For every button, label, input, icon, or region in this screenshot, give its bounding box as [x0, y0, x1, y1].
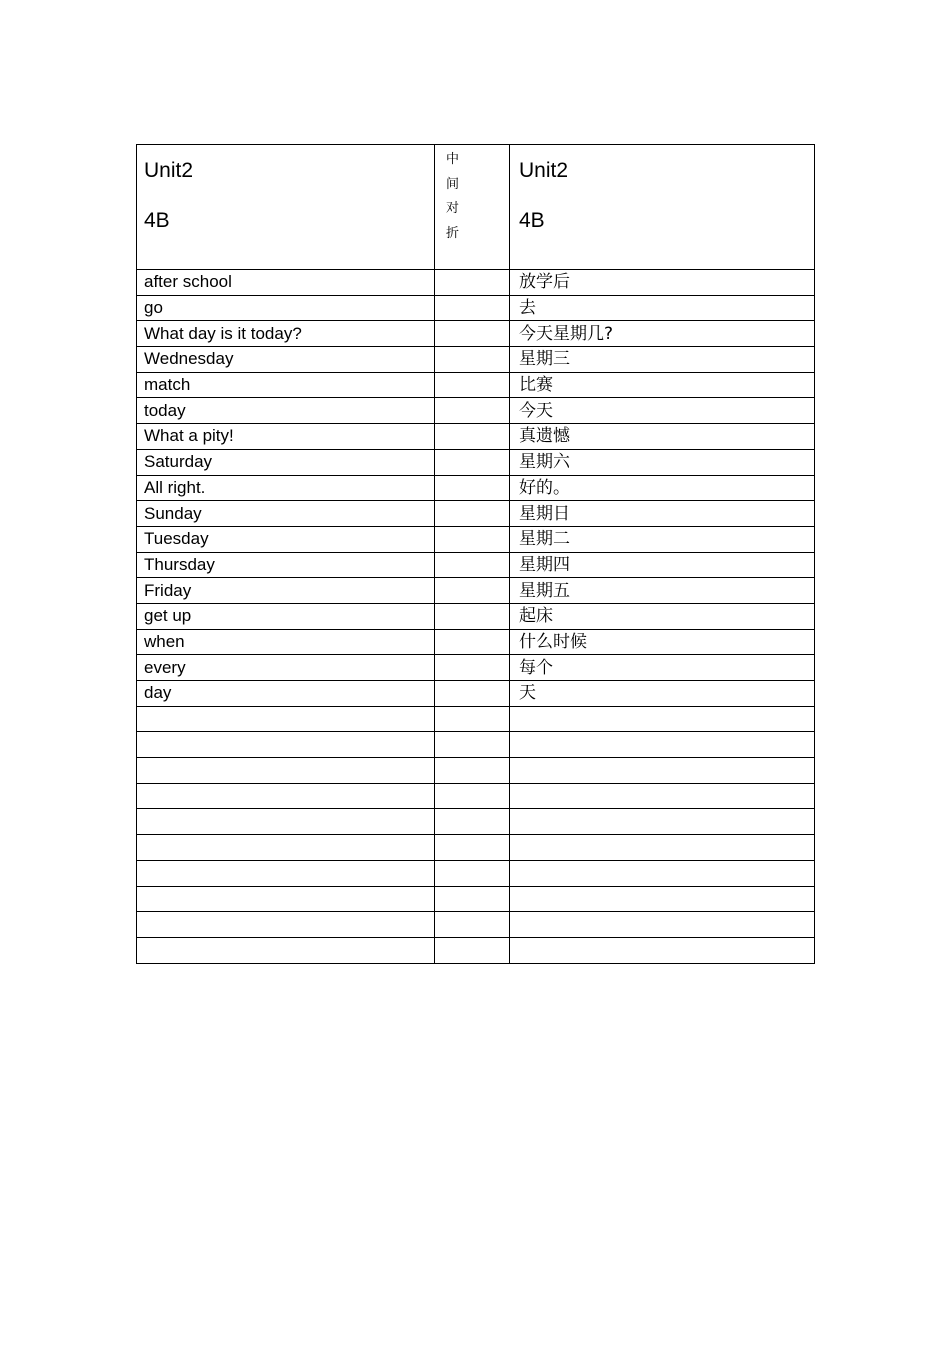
- english-term-cell: Thursday: [137, 552, 435, 578]
- chinese-meaning-cell: [510, 758, 815, 784]
- table-row: [137, 835, 815, 861]
- chinese-meaning-cell: 真遗憾: [510, 424, 815, 450]
- english-term-cell: Wednesday: [137, 347, 435, 373]
- english-term-cell: [137, 783, 435, 809]
- fold-column-cell: [435, 578, 510, 604]
- chinese-meaning-cell: [510, 886, 815, 912]
- english-term-cell: [137, 937, 435, 963]
- table-row: [137, 732, 815, 758]
- table-row: [137, 526, 815, 552]
- chinese-meaning-cell: 放学后: [510, 270, 815, 296]
- table-row: [137, 912, 815, 938]
- chinese-meaning-cell: 星期二: [510, 526, 815, 552]
- chinese-meaning-cell: [510, 706, 815, 732]
- fold-column-cell: [435, 783, 510, 809]
- chinese-meaning-cell: [510, 937, 815, 963]
- english-term-cell: [137, 809, 435, 835]
- chinese-meaning-cell: 起床: [510, 603, 815, 629]
- table-row: [137, 809, 815, 835]
- header-right-grade: 4B: [519, 209, 545, 232]
- fold-column-cell: [435, 706, 510, 732]
- english-term-cell: What day is it today?: [137, 321, 435, 347]
- english-term-cell: [137, 706, 435, 732]
- table-row: [137, 321, 815, 347]
- table-row: [137, 475, 815, 501]
- english-term-cell: [137, 732, 435, 758]
- fold-label-char: 中: [446, 152, 460, 167]
- header-left-cell: [137, 145, 435, 270]
- fold-column-cell: [435, 526, 510, 552]
- fold-column-cell: [435, 937, 510, 963]
- chinese-meaning-cell: [510, 732, 815, 758]
- chinese-meaning-cell: 星期三: [510, 347, 815, 373]
- header-row: [137, 145, 815, 270]
- english-term-cell: go: [137, 295, 435, 321]
- fold-column-cell: [435, 347, 510, 373]
- english-term-cell: Friday: [137, 578, 435, 604]
- english-term-cell: today: [137, 398, 435, 424]
- chinese-meaning-cell: [510, 783, 815, 809]
- english-term-cell: All right.: [137, 475, 435, 501]
- english-term-cell: [137, 860, 435, 886]
- table-row: [137, 270, 815, 296]
- english-term-cell: Sunday: [137, 501, 435, 527]
- fold-column-cell: [435, 809, 510, 835]
- header-left-unit: Unit2: [144, 159, 194, 182]
- fold-column-cell: [435, 732, 510, 758]
- english-term-cell: Saturday: [137, 449, 435, 475]
- fold-column-cell: [435, 860, 510, 886]
- chinese-meaning-cell: [510, 809, 815, 835]
- table-row: [137, 552, 815, 578]
- fold-column-cell: [435, 295, 510, 321]
- vocabulary-table-body: [137, 145, 815, 964]
- fold-column-cell: [435, 655, 510, 681]
- table-row: [137, 295, 815, 321]
- chinese-meaning-cell: 星期五: [510, 578, 815, 604]
- header-right-cell: [510, 145, 815, 270]
- english-term-cell: Tuesday: [137, 526, 435, 552]
- chinese-meaning-cell: 星期日: [510, 501, 815, 527]
- chinese-meaning-cell: 每个: [510, 655, 815, 681]
- table-row: [137, 603, 815, 629]
- chinese-meaning-cell: 星期六: [510, 449, 815, 475]
- chinese-meaning-cell: 什么时候: [510, 629, 815, 655]
- fold-column-cell: [435, 886, 510, 912]
- english-term-cell: get up: [137, 603, 435, 629]
- chinese-meaning-cell: 好的。: [510, 475, 815, 501]
- fold-column-cell: [435, 552, 510, 578]
- fold-column-cell: [435, 321, 510, 347]
- chinese-meaning-cell: 去: [510, 295, 815, 321]
- table-row: [137, 424, 815, 450]
- table-row: [137, 655, 815, 681]
- table-row: [137, 860, 815, 886]
- english-term-cell: What a pity!: [137, 424, 435, 450]
- chinese-meaning-cell: 今天: [510, 398, 815, 424]
- fold-column-cell: [435, 475, 510, 501]
- table-row: [137, 398, 815, 424]
- english-term-cell: [137, 758, 435, 784]
- table-row: [137, 783, 815, 809]
- english-term-cell: day: [137, 681, 435, 707]
- fold-label: [435, 145, 509, 246]
- chinese-meaning-cell: 比赛: [510, 372, 815, 398]
- fold-column-cell: [435, 603, 510, 629]
- english-term-cell: [137, 912, 435, 938]
- fold-column-cell: [435, 398, 510, 424]
- table-row: [137, 578, 815, 604]
- table-row: [137, 629, 815, 655]
- english-term-cell: when: [137, 629, 435, 655]
- vocabulary-table: [136, 144, 815, 964]
- fold-column-cell: [435, 501, 510, 527]
- header-left-grade: 4B: [144, 209, 170, 232]
- fold-label-cell: [435, 145, 510, 270]
- chinese-meaning-cell: [510, 835, 815, 861]
- english-term-cell: after school: [137, 270, 435, 296]
- fold-column-cell: [435, 835, 510, 861]
- fold-column-cell: [435, 912, 510, 938]
- table-row: [137, 347, 815, 373]
- table-row: [137, 681, 815, 707]
- fold-column-cell: [435, 629, 510, 655]
- fold-column-cell: [435, 424, 510, 450]
- table-row: [137, 501, 815, 527]
- english-term-cell: [137, 886, 435, 912]
- english-term-cell: every: [137, 655, 435, 681]
- table-row: [137, 886, 815, 912]
- fold-label-char: 间: [446, 176, 460, 192]
- header-right-unit: Unit2: [519, 159, 569, 182]
- table-row: [137, 372, 815, 398]
- chinese-meaning-cell: [510, 912, 815, 938]
- chinese-meaning-cell: 天: [510, 681, 815, 707]
- fold-column-cell: [435, 372, 510, 398]
- table-row: [137, 706, 815, 732]
- fold-column-cell: [435, 270, 510, 296]
- fold-label-char: 对: [446, 201, 460, 216]
- chinese-meaning-cell: 今天星期几?: [510, 321, 815, 347]
- table-row: [137, 449, 815, 475]
- fold-column-cell: [435, 758, 510, 784]
- chinese-meaning-cell: 星期四: [510, 552, 815, 578]
- english-term-cell: [137, 835, 435, 861]
- fold-column-cell: [435, 681, 510, 707]
- english-term-cell: match: [137, 372, 435, 398]
- chinese-meaning-cell: [510, 860, 815, 886]
- table-row: [137, 937, 815, 963]
- fold-column-cell: [435, 449, 510, 475]
- fold-label-char: 折: [446, 225, 460, 241]
- table-row: [137, 758, 815, 784]
